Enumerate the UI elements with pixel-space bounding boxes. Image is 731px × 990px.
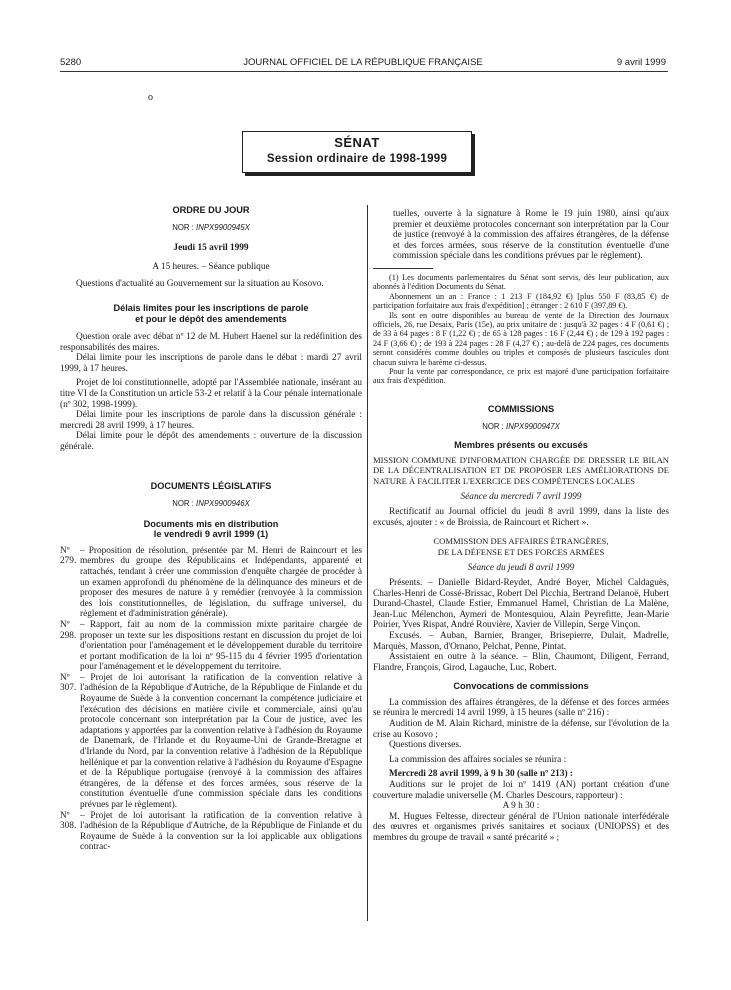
delais-paragraph: Projet de loi constitutionnelle, adopté par l'Assemblée nationale, insérant au titre VI de la Constitution un article 53-2 et relatif à la Cour pénale internationale (nº 302, 1998-1999). bbox=[60, 378, 362, 410]
convocation-paragraph: Auditions sur le projet de loi nº 1419 (AN) portant création d'une couverture maladie universelle (M. Charles Descours, rapporteur) : bbox=[373, 779, 669, 801]
seance-jeudi: Séance du jeudi 8 avril 1999 bbox=[467, 563, 575, 574]
session-date-heading: Jeudi 15 avril 1999 bbox=[173, 243, 249, 254]
footnote-paragraph: Abonnement un an : France : 1 213 F (184,92 €) [plus 550 F (83,85 €) de participation forfaitaire aux frais d'expédition] ; étranger : 2 610 F (397,89 €). bbox=[373, 291, 669, 311]
footnote-rule bbox=[373, 268, 433, 269]
seance-mercredi: Séance du mercredi 7 avril 1999 bbox=[460, 492, 582, 503]
distribution-title-line-2: le vendredi 9 avril 1999 (1) bbox=[153, 529, 269, 540]
ordre-du-jour-title: ORDRE DU JOUR bbox=[172, 205, 250, 215]
nor-line bbox=[60, 499, 362, 509]
commission-title-line-2: DE LA DÉFENSE ET DES FORCES ARMÉES bbox=[437, 546, 605, 557]
nor-line bbox=[373, 422, 669, 432]
document-text: – Proposition de résolution, présentée par M. Henri de Raincourt et les membres du groupe des Républicains et Indépendants, apparenté et rattachés, tendant à créer une commission d'enquête chargée de procéder à un examen approfondi du phénomène de la délinquance des mineurs et de proposer des mesures de nature à y remédier (renvoyée à la commission des lois constitutionnelles, de législation, du suffrage universel, du règlement et d'administration générale). bbox=[80, 545, 362, 620]
document-text: – Projet de loi autorisant la ratification de la convention relative à l'adhésion de la République d'Autriche, de la République de Finlande et du Royaume de Suède à la convention sur la loi applicable aux obligations contrac- bbox=[80, 810, 362, 853]
session-subtitle: Session ordinaire de 1998-1999 bbox=[266, 153, 448, 165]
footnote-paragraph: (1) Les documents parlementaires du Sénat sont servis, dès leur publication, aux abonnés à l'édition Documents du Sénat. bbox=[373, 272, 669, 292]
document-text: – Rapport, fait au nom de la commission mixte paritaire chargée de proposer un texte sur les dispositions restant en discussion du projet de loi d'orientation pour l'aménagement et le développement durable du territoire et portant modification de la loi nº 95-115 du 4 février 1995 d'orientation pour l'aménagement et le développement du territoire. bbox=[80, 619, 362, 673]
convocations-title: Convocations de commissions bbox=[453, 681, 589, 692]
senat-title-box bbox=[242, 131, 472, 173]
document-entry bbox=[60, 620, 362, 673]
issue-date: 9 avril 1999 bbox=[616, 57, 666, 68]
journal-title: JOURNAL OFFICIEL DE LA RÉPUBLIQUE FRANÇAISE bbox=[243, 57, 483, 68]
delais-paragraph: Délai limite pour le dépôt des amendements : ouverture de la discussion générale. bbox=[60, 431, 362, 452]
presents-paragraph: Présents. – Danielle Bidard-Reydet, André Boyer, Michel Caldaguès, Charles-Henri de Cossé-Brissac, Robert Del Picchia, Bertrand Delanoë, Hubert Durand-Chastel, Claude Estier, Emmanuel Hamel, Christian de La Malène, Jean-Luc Mélenchon, Aymeri de Montesquiou, Alain Peyrefitte, Jean-Marie Poirier, Yves Rispat, André Rouvière, Xavier de Villepin, Serge Vinçon. bbox=[373, 578, 669, 631]
document-number: Nº 298. bbox=[60, 619, 77, 641]
document-entry bbox=[60, 546, 362, 620]
right-column bbox=[373, 209, 669, 843]
document-list bbox=[60, 546, 362, 853]
convocation-paragraph: M. Hugues Feltesse, directeur général de l'Union nationale interfédérale des œuvres et organismes privés sanitaires et sociaux (UNIOPSS) et des membres du groupe de travail « santé précarité » ; bbox=[373, 811, 669, 843]
convocation-paragraph: La commission des affaires sociales se réunira : bbox=[389, 754, 567, 765]
delais-paragraph: Délai limite pour les inscriptions de parole dans la discussion générale : mercredi 28 avril 1999, à 17 heures. bbox=[60, 410, 362, 431]
nor-label: NOR : bbox=[172, 498, 194, 508]
convocation-paragraph: La commission des affaires étrangères, de la défense et des forces armées se réunira le mercredi 14 avril 1999, à 15 heures (salle nº 216) : bbox=[373, 697, 669, 719]
distribution-title-line-1: Documents mis en distribution bbox=[143, 518, 279, 529]
page-header bbox=[60, 57, 666, 71]
nor-code: INPX9900947X bbox=[506, 422, 560, 432]
delais-title-line-2: et pour le dépôt des amendements bbox=[135, 313, 287, 324]
delais-paragraph: Délai limite pour les inscriptions de parole dans le débat : mardi 27 avril 1999, à 17 heures. bbox=[60, 353, 362, 374]
commissions-title: COMMISSIONS bbox=[487, 403, 555, 414]
left-column bbox=[60, 205, 362, 853]
nor-label: NOR : bbox=[482, 422, 504, 432]
document-number: Nº 279. bbox=[60, 545, 77, 567]
senat-title: SÉNAT bbox=[334, 135, 380, 150]
footnotes bbox=[373, 273, 669, 386]
convocation-time: A 9 h 30 : bbox=[502, 801, 540, 812]
commission-title-line-1: COMMISSION DES AFFAIRES ÉTRANGÈRES, bbox=[433, 536, 609, 547]
nor-line bbox=[60, 223, 362, 233]
delais-title-line-1: Délais limites pour les inscriptions de parole bbox=[113, 303, 309, 314]
footnote-paragraph: Pour la vente par correspondance, ce prix est majoré d'une participation forfaitaire aux frais d'expédition. bbox=[373, 367, 669, 386]
mission-title: MISSION COMMUNE D'INFORMATION CHARGÉE DE DRESSER LE BILAN DE LA DÉCENTRALISATION ET DE PROPOSER LES AMÉLIORATIONS DE NATURE À FACILITER L'EXERCICE DES COMPÉTENCES LOCALES bbox=[373, 454, 669, 486]
header-rule bbox=[60, 71, 668, 72]
assistaient-paragraph: Assistaient en outre à la séance. – Blin, Chaumont, Diligent, Ferrand, Flandre, François, Girod, Lagauche, Luc, Robert. bbox=[373, 652, 669, 673]
continuation-text: tuelles, ouverte à la signature à Rome le 19 juin 1980, ainsi qu'aux premier et deuxième protocoles concernant son interprétation par la Cour de justice (renvoyé à la commission des affaires étrangères, de la défense et des forces armées, sous réserve de la constitution éventuelle d'une commission spéciale dans les conditions prévues par le règlement). bbox=[393, 209, 669, 262]
excuses-paragraph: Excusés. – Auban, Barnier, Branger, Brisepierre, Dulait, Madrelle, Marquès, Masson, d'Ornano, Pelchat, Penne, Pintat. bbox=[373, 630, 669, 652]
document-entry bbox=[60, 673, 362, 811]
document-number: Nº 307. bbox=[60, 672, 77, 694]
document-text: – Projet de loi autorisant la ratification de la convention relative à l'adhésion de la République d'Autriche, de la République de Finlande et du Royaume de Suède à la convention concernant la compétence judiciaire et l'exécution des décisions en matière civile et commerciale, ainsi qu'au protocole concernant son interprétation par la Cour de justice, avec les adaptations y apportées par la convention relative à l'adhésion du Royaume de Danemark, de l'Irlande et du Royaume-Uni de Grande-Bretagne et d'Irlande du Nord, par la convention relative à l'adhésion de la République hellénique et par la convention relative à l'adhésion du Royaume d'Espagne et de la République portugaise (renvoyé à la commission des affaires étrangères, de la défense et des forces armées, sous réserve de la constitution éventuelle d'une commission spéciale dans les conditions prévues par le règlement). bbox=[80, 672, 362, 810]
column-divider bbox=[367, 205, 368, 921]
convocation-paragraph: Mercredi 28 avril 1999, à 9 h 30 (salle nº 213) : bbox=[389, 769, 573, 780]
delais-paragraph: Question orale avec débat nº 12 de M. Hubert Haenel sur la redéfinition des responsabilités des maires. bbox=[60, 332, 362, 353]
convocation-paragraph: Audition de M. Alain Richard, ministre de la défense, sur l'évolution de la crise au Kosovo ; bbox=[373, 718, 669, 740]
nor-label: NOR : bbox=[172, 223, 194, 233]
footnote-paragraph: Ils sont en outre disponibles au bureau de vente de la Direction des Journaux officiels, 26, rue Desaix, Paris (15e), au prix unitaire de : jusqu'à 32 pages : 4 F (0,61 €) ; de 33 à 64 pages : 8 F (1,22 €) ; de 65 à 128 pages : 16 F (2,44 €) ; de 129 à 192 pages : 24 F (3,66 €) ; de 193 à 224 pages : 28 F (4,27 €) ; au-delà de 224 pages, ces documents seront considérés comme doubles ou triples et composés de plusieurs fascicules dont chacun suivra le barème ci-dessus. bbox=[373, 310, 669, 367]
seance-line: A 15 heures. – Séance publique bbox=[152, 262, 270, 272]
nor-code: INPX9900946X bbox=[196, 498, 250, 508]
questions-paragraph: Questions d'actualité au Gouvernement sur la situation au Kosovo. bbox=[76, 278, 324, 289]
rectificatif-paragraph: Rectificatif au Journal officiel du jeudi 8 avril 1999, dans la liste des excusés, ajouter : « de Broissia, de Raincourt et Richert ». bbox=[373, 507, 669, 528]
bullet-mark: o bbox=[148, 92, 153, 103]
document-entry bbox=[60, 811, 362, 853]
convocation-paragraph: Questions diverses. bbox=[389, 740, 462, 751]
document-number: Nº 308. bbox=[60, 810, 77, 832]
documents-legislatifs-title: DOCUMENTS LÉGISLATIFS bbox=[150, 480, 272, 491]
nor-code: INPX9900945X bbox=[196, 223, 250, 233]
membres-title: Membres présents ou excusés bbox=[454, 440, 588, 451]
page-number: 5280 bbox=[60, 57, 82, 68]
